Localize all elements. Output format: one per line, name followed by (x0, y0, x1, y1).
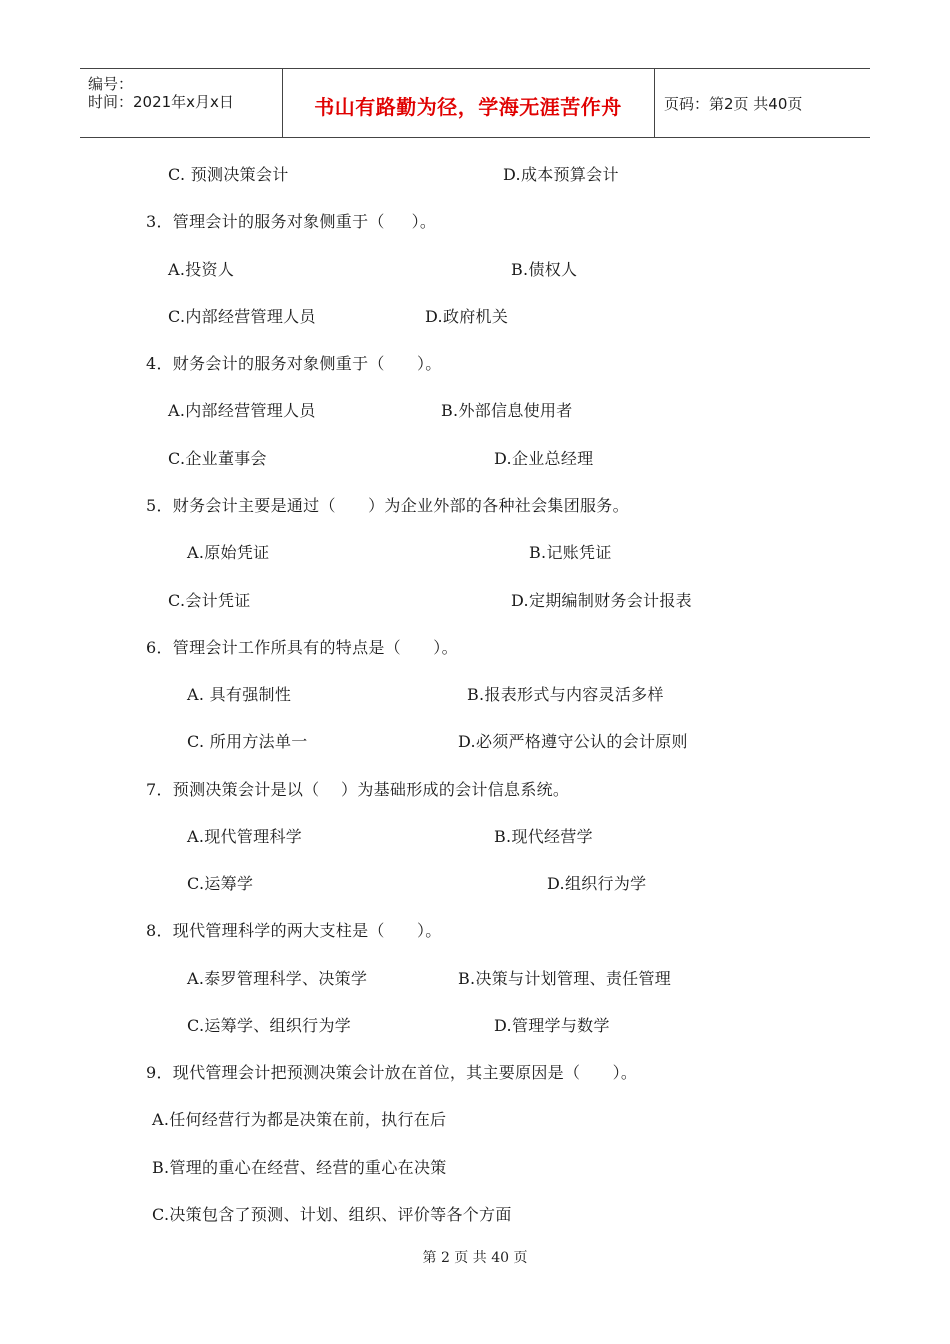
q9-option-b: B.管理的重心在经营、经营的重心在决策 (152, 1158, 447, 1177)
q8-option-a: A.泰罗管理科学、决策学 (187, 969, 368, 988)
question-6: 6．管理会计工作所具有的特点是（ ）。 (146, 638, 458, 657)
q5-option-d: D.定期编制财务会计报表 (511, 591, 692, 610)
q4-option-b: B.外部信息使用者 (441, 401, 573, 420)
q9-option-a: A.任何经营行为都是决策在前，执行在后 (152, 1110, 447, 1129)
q7-option-c: C.运筹学 (187, 874, 254, 893)
document-header (80, 68, 870, 138)
q4-option-d: D.企业总经理 (494, 449, 594, 468)
question-4: 4．财务会计的服务对象侧重于（ ）。 (146, 354, 442, 373)
option-3-c-prev: C. 预测决策会计 (168, 165, 289, 184)
q5-option-b: B.记账凭证 (529, 543, 612, 562)
q8-option-c: C.运筹学、组织行为学 (187, 1016, 352, 1035)
q3-option-b: B.债权人 (511, 260, 578, 279)
q6-option-a: A. 具有强制性 (187, 685, 292, 704)
question-3: 3．管理会计的服务对象侧重于（ ）。 (146, 212, 437, 231)
question-7: 7．预测决策会计是以（ ）为基础形成的会计信息系统。 (146, 780, 570, 799)
q7-option-d: D.组织行为学 (547, 874, 647, 893)
page-footer: 第 2 页 共 40 页 (422, 1250, 528, 1266)
header-motto: 书山有路勤为径，学海无涯苦作舟 (314, 95, 622, 119)
q6-option-c: C. 所用方法单一 (187, 732, 308, 751)
question-9: 9．现代管理会计把预测决策会计放在首位，其主要原因是（ ）。 (146, 1063, 638, 1082)
q5-option-a: A.原始凭证 (187, 543, 270, 562)
q3-option-c: C.内部经营管理人员 (168, 307, 316, 326)
header-page-number: 页码：第2页 共40页 (664, 95, 803, 113)
q6-option-b: B.报表形式与内容灵活多样 (467, 685, 664, 704)
q8-option-b: B.决策与计划管理、责任管理 (458, 969, 672, 988)
header-date: 时间：2021年x月x日 (88, 93, 234, 111)
q4-option-c: C.企业董事会 (168, 449, 267, 468)
header-meta-cell (80, 69, 283, 137)
option-3-d-prev: D.成本预算会计 (503, 165, 619, 184)
header-serial: 编号： (88, 75, 134, 93)
q7-option-b: B.现代经营学 (494, 827, 593, 846)
header-motto-cell (282, 69, 655, 137)
q3-option-d: D.政府机关 (425, 307, 509, 326)
header-page-cell (654, 69, 870, 137)
q9-option-c: C.决策包含了预测、计划、组织、评价等各个方面 (152, 1205, 512, 1224)
q3-option-a: A.投资人 (168, 260, 235, 279)
question-8: 8．现代管理科学的两大支柱是（ ）。 (146, 921, 442, 940)
q4-option-a: A.内部经营管理人员 (168, 401, 316, 420)
q6-option-d: D.必须严格遵守公认的会计原则 (458, 732, 688, 751)
q8-option-d: D.管理学与数学 (494, 1016, 610, 1035)
q7-option-a: A.现代管理科学 (187, 827, 303, 846)
q5-option-c: C.会计凭证 (168, 591, 251, 610)
question-5: 5．财务会计主要是通过（ ）为企业外部的各种社会集团服务。 (146, 496, 629, 515)
